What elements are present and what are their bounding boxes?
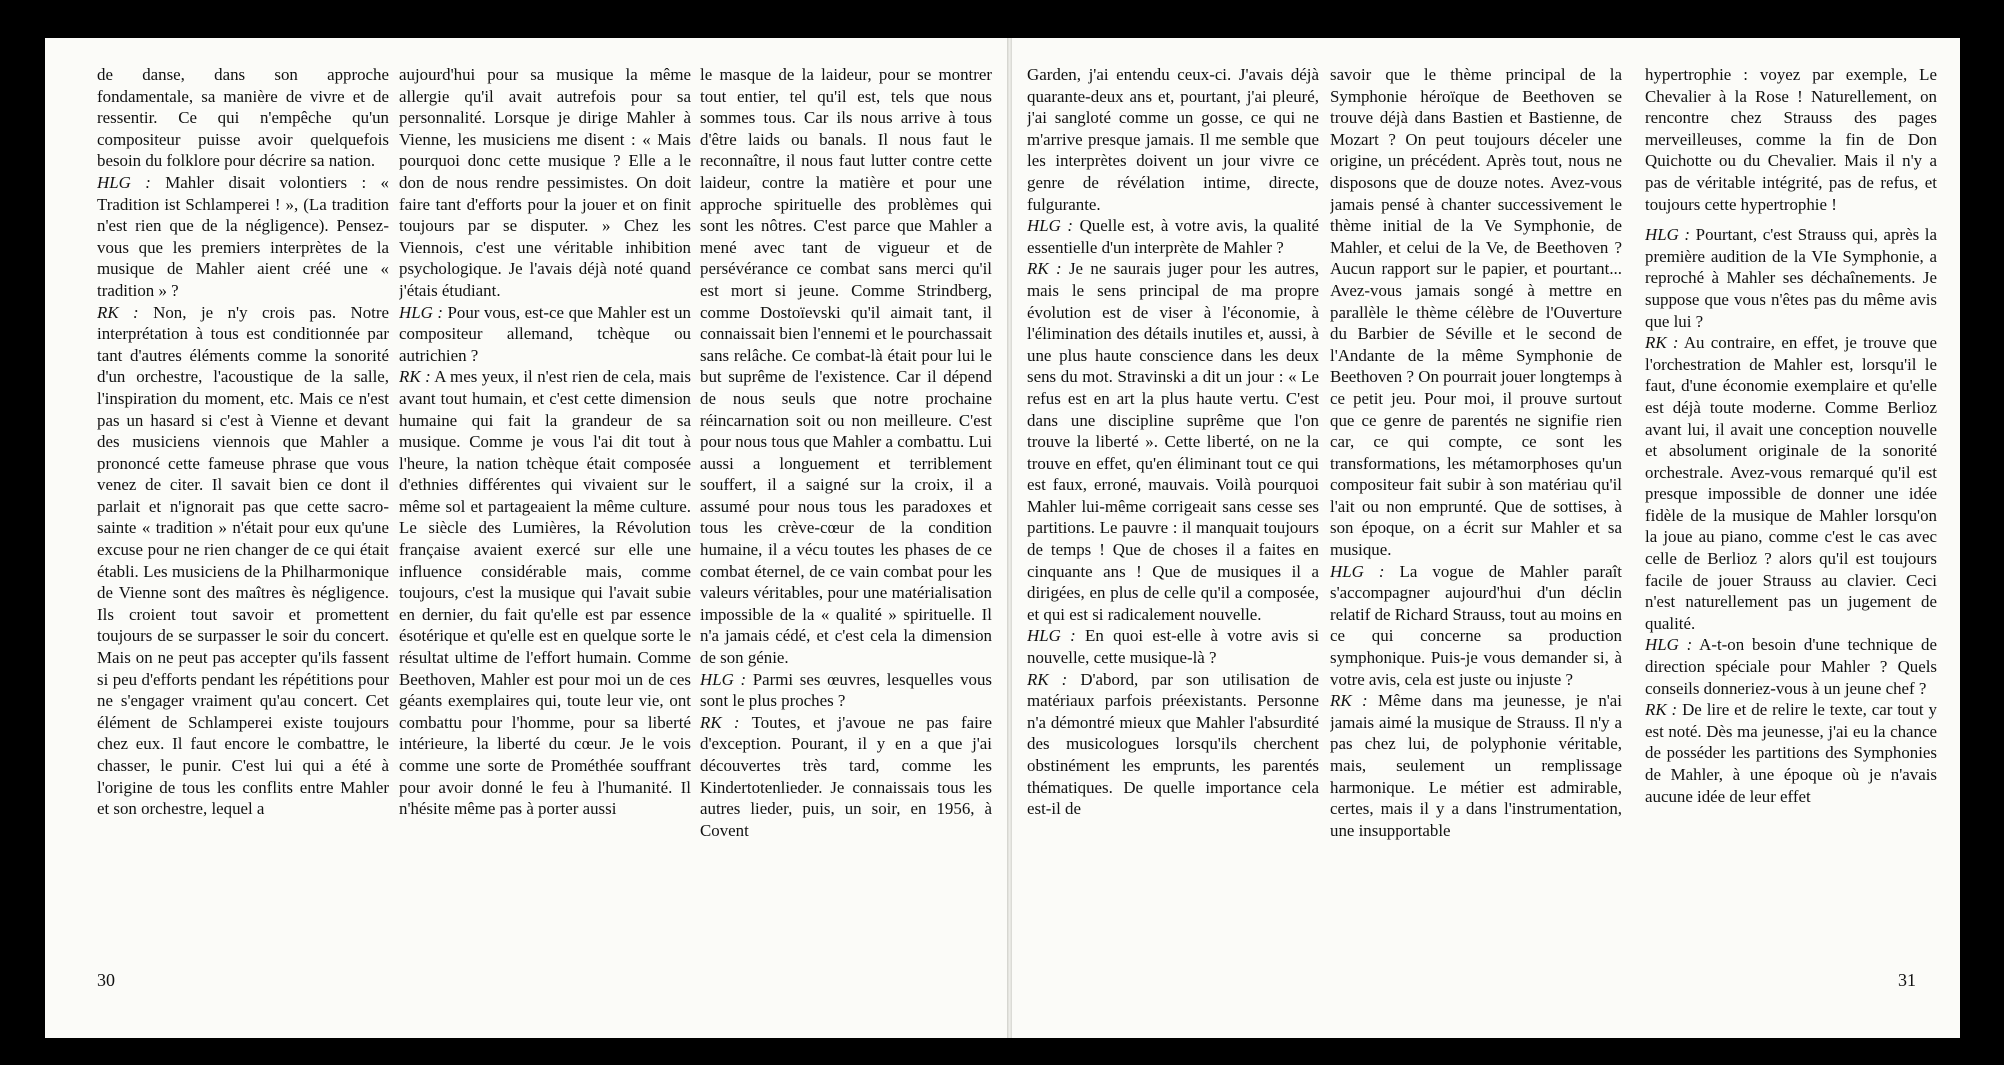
paragraph — [1645, 224, 1937, 332]
paragraph — [1027, 64, 1319, 215]
paragraph-text: Toutes, et j'avoue ne pas faire d'exception. Pourant, il y en a que j'ai découvertes très tard, comme les Kindertotenlieder. Je connaissais tous les autres lieder, puis, un soir, en 1956, à Covent — [700, 712, 992, 840]
speaker-label: HLG : — [1027, 216, 1074, 236]
paragraph — [1330, 64, 1622, 561]
speaker-label: RK : — [700, 712, 740, 732]
left-page-column-1 — [97, 64, 389, 966]
paragraph — [1330, 561, 1622, 691]
paragraph — [700, 669, 992, 712]
left-page-column-3 — [700, 64, 992, 966]
paragraph — [399, 366, 691, 819]
left-page-number: 30 — [97, 970, 115, 990]
paragraph-text: En quoi est-elle à votre avis si nouvelle, cette musique-là ? — [1027, 626, 1319, 668]
speaker-label: HLG : — [1330, 561, 1385, 581]
paragraph-text: aujourd'hui pour sa musique la même allergie qu'il avait autrefois pour sa personnalité. Lorsque je dirige Mahler à Vienne, les musiciens me disent : « Mais pourquoi donc cette musique ? Elle a le don de nous rendre pessimistes. On doit faire tant d'efforts pour la jouer et on finit toujours par se disputer. » Chez les Viennois, c'est une véritable inhibition psychologique. Je l'avais déjà noté quand j'étais étudiant. — [399, 65, 691, 300]
paragraph — [1645, 332, 1937, 634]
right-page-column-2 — [1330, 64, 1622, 966]
right-page-column-3 — [1645, 64, 1937, 966]
paragraph — [1330, 690, 1622, 841]
speaker-label: RK : — [97, 302, 139, 322]
paragraph — [700, 64, 992, 669]
paragraph — [700, 712, 992, 842]
paragraph — [97, 64, 389, 172]
paragraph — [97, 172, 389, 302]
right-page-column-1 — [1027, 64, 1319, 966]
paragraph-text: de danse, dans son approche fondamentale, sa manière de vivre et de ressentir. Ce qui n'empêche qu'un compositeur puisse avoir quelquefois besoin du folklore pour décrire sa nation. — [97, 65, 389, 171]
paragraph-text: Garden, j'ai entendu ceux-ci. J'avais déjà quarante-deux ans et, pourtant, j'ai pleuré, j'ai sangloté comme un gosse, ce qui ne m'arrive presque jamais. Il me semble que les interprètes doivent un jour vivre ce genre de révélation intime, directe, fulgurante. — [1027, 65, 1319, 214]
paragraph — [399, 64, 691, 302]
paragraph-text: Pour vous, est-ce que Mahler est un compositeur allemand, tchèque ou autrichien ? — [399, 302, 691, 365]
speaker-label: HLG : — [1645, 225, 1691, 245]
paragraph — [1645, 699, 1937, 807]
paragraph — [97, 302, 389, 820]
right-page-number: 31 — [1898, 970, 1916, 990]
paragraph — [1645, 64, 1937, 215]
left-page-column-2 — [399, 64, 691, 966]
paragraph-text: Pourtant, c'est Strauss qui, après la première audition de la VIe Symphonie, a reproché à Mahler ses déchaînements. Je suppose que vous n'êtes pas du même avis que lui ? — [1645, 225, 1937, 331]
speaker-label: HLG : — [97, 172, 151, 192]
speaker-label: RK : — [1330, 691, 1368, 711]
speaker-label: RK : — [1645, 333, 1679, 353]
paragraph-text: Je ne saurais juger pour les autres, mais le sens principal de ma propre évolution est de viser à l'économie, à l'élimination des détails inutiles et, aussi, à une plus haute conscience dans les deux sens du mot. Stravinski a dit un jour : « Le refus est en art la plus haute vertu. C'est dans une discipline suprême que l'on trouve la liberté ». Cette liberté, on ne la trouve en effet, qu'en éliminant tout ce qui est faux, erroné, mauvais. Voilà pourquoi Mahler lui-même corrigeait sans cesse ses partitions. Le pauvre : il manquait toujours de temps ! Que de choses il a faites en cinquante ans ! Que de musiques il a dirigées, en plus de celle qu'il a composée, et qui est si radicalement nouvelle. — [1027, 259, 1319, 624]
speaker-label: HLG : — [1645, 635, 1693, 655]
paragraph-text: Quelle est, à votre avis, la qualité essentielle d'un interprète de Mahler ? — [1027, 216, 1319, 257]
paragraph-text: hypertrophie : voyez par exemple, Le Chevalier à la Rose ! Naturellement, on rencontre chez Strauss des pages merveilleuses, comme la fin de Don Quichotte ou du Chevalier. Mais il n'y a pas de véritable intégrité, pas de refus, et toujours cette hypertrophie ! — [1645, 65, 1937, 214]
paragraph-text: le masque de la laideur, pour se montrer tout entier, tel qu'il est, tels que nous sommes tous. Car ils nous arrive à tous d'être laids ou banals. Il nous faut le reconnaître, il nous faut lutter contre cette laideur, contre la matière et pour une approche spirituelle des problèmes qui sont les nôtres. C'est parce que Mahler a mené avec tant de vigueur et de persévérance ce combat sans merci qu'il est mort si jeune. Comme Strindberg, comme Dostoïevski qu'il aimait tant, il connaissait bien l'ennemi et le pourchassait sans relâche. Ce combat-là était pour lui le but suprême de l'existence. Car il dépend de nous seuls que notre prochaine réincarnation soit ou non meilleure. C'est pour nous tous que Mahler a combattu. Lui aussi a longuement et terriblement souffert, il a saigné sur la croix, il a assumé pour nous tous les paradoxes et tous les crève-cœur de la condition humaine, il a vécu toutes les phases de ce combat éternel, de ce vain combat pour les valeurs véritables, pour une matérialisation impossible de la « qualité » spirituelle. Il n'a jamais cédé, et c'est cela la dimension de son génie. — [700, 65, 992, 668]
paragraph-text: Non, je n'y crois pas. Notre interprétation à tous est conditionnée par tant d'autres éléments comme la sonorité d'un orchestre, l'acoustique de la salle, l'inspiration du moment, etc. Mais ce n'est pas un hasard si c'est à Vienne et devant des musiciens viennois que Mahler a prononcé cette fameuse phrase que vous venez de citer. Il savait bien ce dont il parlait et n'ignorait pas que cette sacro-sainte « tradition » n'était pour eux qu'une excuse pour ne rien changer de ce qui était établi. Les musiciens de la Philharmonique de Vienne sont des maîtres ès négligence. Ils croient tout savoir et promettent toujours de se surpasser le soir du concert. Mais on ne peut pas accepter qu'ils fassent si peu d'efforts pendant les répétitions pour ne s'engager vraiment qu'au concert. Cet élément de Schlamperei existe toujours chez eux. Il faut encore le combattre, le chasser, le punir. C'est lui qui a été à l'origine de tous les conflits entre Mahler et son orchestre, lequel a — [97, 302, 389, 819]
speaker-label: RK : — [1645, 700, 1678, 720]
paragraph-text: De lire et de relire le texte, car tout y est noté. Dès ma jeunesse, j'ai eu la chance de posséder les partitions des Symphonies de Mahler, à une époque où je n'avais aucune idée de leur effet — [1645, 700, 1937, 806]
speaker-label: HLG : — [700, 669, 747, 689]
paragraph-text: Même dans ma jeunesse, je n'ai jamais aimé la musique de Strauss. Il n'y a pas chez lui, de polyphonie véritable, mais, seulement un remplissage harmonique. Le métier est admirable, certes, mais il y a dans l'instrumentation, une insupportable — [1330, 691, 1622, 840]
paragraph-text: D'abord, par son utilisation de matériaux parfois préexistants. Personne n'a démontré mieux que Mahler l'absurdité des musicologues lorsqu'ils cherchent obstinément les emprunts, les parentés thématiques. De quelle importance cela est-il de — [1027, 669, 1319, 819]
paragraph — [1645, 634, 1937, 699]
paragraph — [1027, 258, 1319, 625]
paragraph — [399, 302, 691, 367]
paragraph-text: savoir que le thème principal de la Symphonie héroïque de Beethoven se trouve déjà dans Bastien et Bastienne, de Mozart ? On peut toujours déceler une origine, un précédent. Après tout, nous ne disposons que de douze notes. Avez-vous jamais pensé à chanter successivement le thème initial de la Ve Symphonie, de Mahler, et celui de la Ve, de Beethoven ? Aucun rapport sur le papier, et pourtant... Avez-vous jamais songé à mettre en parallèle le thème célèbre de l'Ouverture du Barbier de Séville et le second de l'Andante de la même Symphonie de Beethoven ? On pourrait jouer longtemps à ce petit jeu. Pour moi, il prouve surtout que ce genre de parentés ne signifie rien car, ce qui compte, ce sont les transformations, les métamorphoses qu'un compositeur fait subir à son matériau qu'il l'ait ou non emprunté. Que de sottises, à son époque, on a écrit sur Mahler et sa musique. — [1330, 65, 1622, 560]
paragraph — [1027, 215, 1319, 258]
book-gutter — [1007, 38, 1012, 1038]
speaker-label: RK : — [399, 367, 431, 387]
paragraph — [1027, 669, 1319, 820]
paragraph-text: Mahler disait volontiers : « Tradition ist Schlamperei ! », (La tradition n'est rien que de la négligence). Pensez-vous que les premiers interprètes de la musique de Mahler aient créé une « tradition » ? — [97, 172, 389, 300]
paragraph-text: La vogue de Mahler paraît s'accompagner aujourd'hui d'un déclin relatif de Richard Strauss, tout au moins en ce qui concerne sa production symphonique. Puis-je vous demander si, à votre avis, cela est juste ou injuste ? — [1330, 561, 1622, 689]
paragraph-text: Parmi ses œuvres, lesquelles vous sont le plus proches ? — [700, 669, 992, 711]
paragraph — [1027, 625, 1319, 668]
speaker-label: RK : — [1027, 259, 1062, 279]
speaker-label: RK : — [1027, 669, 1068, 689]
speaker-label: HLG : — [399, 302, 443, 322]
paragraph-text: A mes yeux, il n'est rien de cela, mais avant tout humain, et c'est cette dimension humaine qui fait la grandeur de sa musique. Comme je vous l'ai dit tout à l'heure, la nation tchèque était composée d'ethnies différentes qui vivaient sur le même sol et partageaient la même culture. Le siècle des Lumières, la Révolution française avaient exercé sur elle une influence considérable mais, comme toujours, c'est la musique qui l'avait subie en dernier, du fait qu'elle est par essence ésotérique et qu'elle est en quelque sorte le résultat ultime de l'effort humain. Comme Beethoven, Mahler est pour moi un de ces géants exemplaires qui, toute leur vie, ont combattu pour l'homme, pour sa liberté intérieure, la liberté du cœur. Je le vois comme une sorte de Prométhée souffrant pour avoir donné le feu à l'humanité. Il n'hésite même pas à porter aussi — [399, 367, 691, 819]
speaker-label: HLG : — [1027, 626, 1076, 646]
paragraph-text: Au contraire, en effet, je trouve que l'orchestration de Mahler est, lorsqu'il le faut, d'une économie exemplaire et qu'elle est déjà toute moderne. Comme Berlioz avant lui, il avait une conception nouvelle et absolument originale de la sonorité orchestrale. Avez-vous remarqué qu'il est presque impossible de donner une idée fidèle de la musique de Mahler lorsqu'on la joue au piano, comme c'est le cas avec celle de Berlioz ? alors qu'il est toujours facile de jouer Strauss au clavier. Ceci n'est naturellement pas un jugement de qualité. — [1645, 333, 1937, 633]
paragraph-text: A-t-on besoin d'une technique de direction spéciale pour Mahler ? Quels conseils donneriez-vous à un jeune chef ? — [1645, 635, 1937, 698]
